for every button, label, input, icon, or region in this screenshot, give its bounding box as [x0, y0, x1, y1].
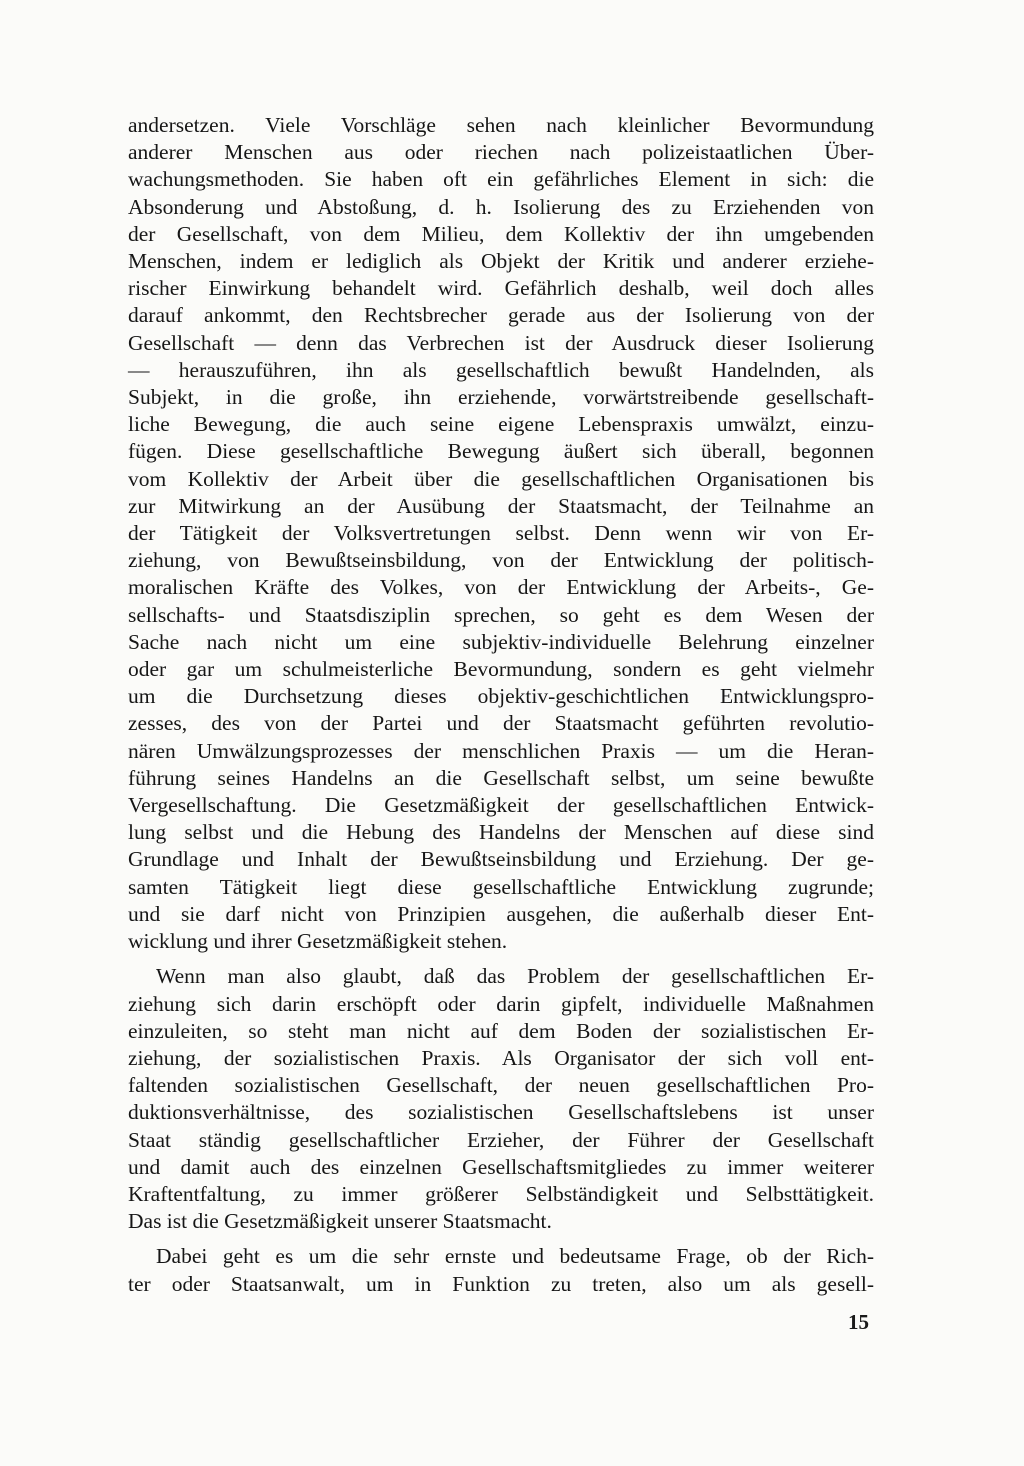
- page-number: 15: [848, 1310, 869, 1334]
- text-line: nären Umwälzungsprozesses der menschlichen Praxis — um die Heran-: [128, 738, 874, 763]
- text-line: liche Bewegung, die auch seine eigene Lebenspraxis umwälzt, einzu-: [128, 412, 874, 437]
- text-line: ziehung, von Bewußtseinsbildung, von der Entwicklung der politisch-: [128, 548, 874, 573]
- text-line: rischer Einwirkung behandelt wird. Gefährlich deshalb, weil doch alles: [128, 276, 874, 301]
- text-line: fügen. Diese gesellschaftliche Bewegung äußert sich überall, begonnen: [128, 439, 874, 464]
- text-line: um die Durchsetzung dieses objektiv-geschichtlichen Entwicklungspro-: [128, 684, 874, 709]
- text-line: — herauszuführen, ihn als gesellschaftlich bewußt Handelnden, als: [128, 357, 874, 382]
- text-line: Wenn man also glaubt, daß das Problem der gesellschaftlichen Er-: [156, 964, 874, 989]
- text-line: ziehung sich darin erschöpft oder darin gipfelt, individuelle Maßnahmen: [128, 991, 874, 1016]
- text-line: wicklung und ihrer Gesetzmäßigkeit stehen.: [128, 929, 508, 954]
- text-line: zesses, des von der Partei und der Staatsmacht geführten revolutio-: [128, 711, 874, 736]
- text-line: führung seines Handelns an die Gesellschaft selbst, um seine bewußte: [128, 765, 874, 790]
- text-line: Dabei geht es um die sehr ernste und bedeutsame Frage, ob der Rich-: [156, 1244, 874, 1269]
- text-line: lung selbst und die Hebung des Handelns der Menschen auf diese sind: [128, 820, 874, 845]
- text-line: einzuleiten, so steht man nicht auf dem Boden der sozialistischen Er-: [128, 1018, 874, 1043]
- text-line: Staat ständig gesellschaftlicher Erzieher, der Führer der Gesellschaft: [128, 1127, 874, 1152]
- text-line: der Tätigkeit der Volksvertretungen selbst. Denn wenn wir von Er-: [128, 521, 874, 546]
- text-line: oder gar um schulmeisterliche Bevormundung, sondern es geht vielmehr: [128, 657, 874, 682]
- text-line: Gesellschaft — denn das Verbrechen ist der Ausdruck dieser Isolierung: [128, 330, 874, 355]
- text-line: zur Mitwirkung an der Ausübung der Staatsmacht, der Teilnahme an: [128, 493, 874, 518]
- text-line: anderer Menschen aus oder riechen nach polizeistaatlichen Über-: [128, 140, 874, 165]
- text-line: ziehung, der sozialistischen Praxis. Als Organisator der sich voll ent-: [128, 1045, 874, 1070]
- text-line: und sie darf nicht von Prinzipien ausgehen, die außerhalb dieser Ent-: [128, 901, 874, 926]
- text-line: moralischen Kräfte des Volkes, von der Entwicklung der Arbeits-, Ge-: [128, 575, 874, 600]
- text-line: darauf ankommt, den Rechtsbrecher gerade aus der Isolierung von der: [128, 303, 874, 328]
- text-line: Kraftentfaltung, zu immer größerer Selbständigkeit und Selbsttätigkeit.: [128, 1181, 874, 1206]
- text-line: Vergesellschaftung. Die Gesetzmäßigkeit der gesellschaftlichen Entwick-: [128, 793, 874, 818]
- paragraph-2: [128, 963, 874, 1235]
- text-line: Das ist die Gesetzmäßigkeit unserer Staatsmacht.: [128, 1209, 552, 1234]
- text-line: samten Tätigkeit liegt diese gesellschaftliche Entwicklung zugrunde;: [128, 874, 874, 899]
- paragraph-3: [128, 1243, 874, 1297]
- text-line: ter oder Staatsanwalt, um in Funktion zu treten, also um als gesell-: [128, 1271, 874, 1296]
- text-line: Absonderung und Abstoßung, d. h. Isolierung des zu Erziehenden von: [128, 194, 874, 219]
- text-line: Menschen, indem er lediglich als Objekt der Kritik und anderer erziehe-: [128, 249, 874, 274]
- text-line: Grundlage und Inhalt der Bewußtseinsbildung und Erziehung. Der ge-: [128, 847, 874, 872]
- text-line: vom Kollektiv der Arbeit über die gesellschaftlichen Organisationen bis: [128, 466, 874, 491]
- body-text: [128, 112, 874, 1298]
- text-line: faltenden sozialistischen Gesellschaft, der neuen gesellschaftlichen Pro-: [128, 1073, 874, 1098]
- text-line: Sache nach nicht um eine subjektiv-individuelle Belehrung einzelner: [128, 629, 874, 654]
- text-line: der Gesellschaft, von dem Milieu, dem Kollektiv der ihn umgebenden: [128, 221, 874, 246]
- text-line: sellschafts- und Staatsdisziplin sprechen, so geht es dem Wesen der: [128, 602, 874, 627]
- text-line: andersetzen. Viele Vorschläge sehen nach kleinlicher Bevormundung: [128, 113, 874, 137]
- text-line: Subjekt, in die große, ihn erziehende, vorwärtstreibende gesellschaft-: [128, 385, 874, 410]
- text-line: und damit auch des einzelnen Gesellschaftsmitgliedes zu immer weiterer: [128, 1154, 874, 1179]
- text-line: wachungsmethoden. Sie haben oft ein gefährliches Element in sich: die: [128, 167, 874, 192]
- text-line: duktionsverhältnisse, des sozialistischen Gesellschaftslebens ist unser: [128, 1100, 874, 1125]
- paragraph-1: [128, 112, 874, 955]
